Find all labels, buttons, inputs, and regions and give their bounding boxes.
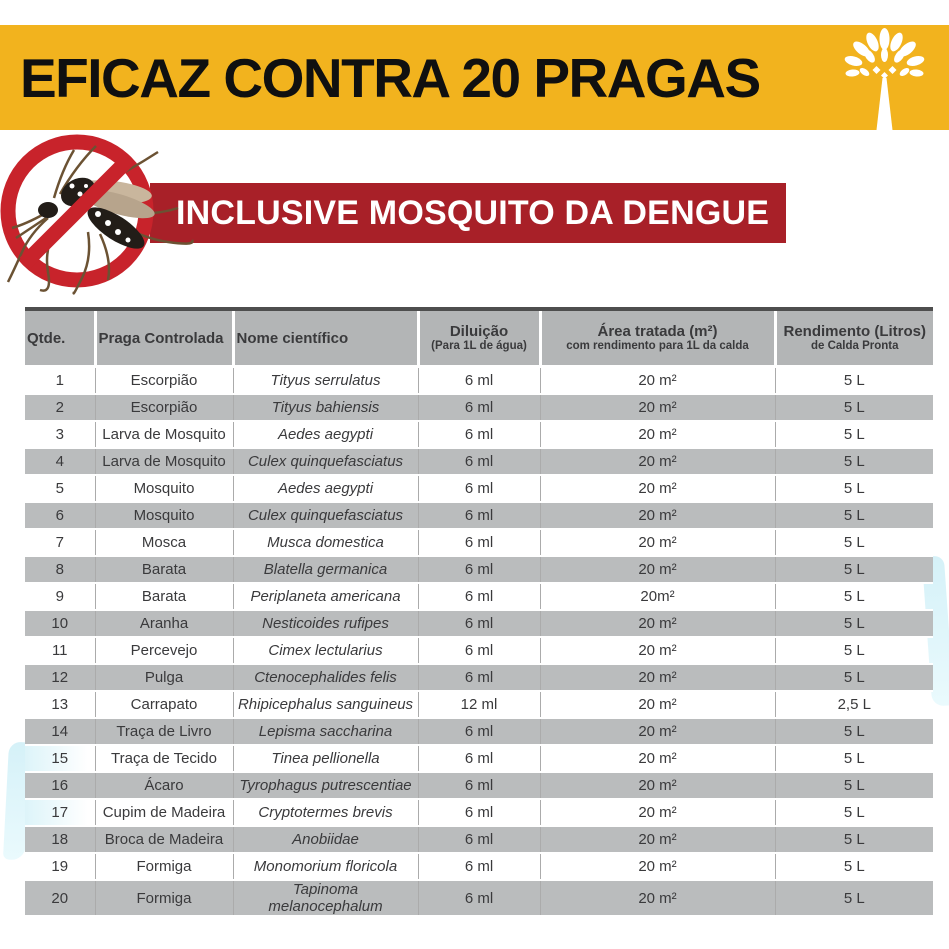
cell-nome: Anobiidae [233, 826, 418, 853]
column-header-nome [233, 309, 418, 367]
cell-qtde: 10 [25, 610, 95, 637]
table-row [25, 799, 933, 826]
cell-rendimento: 5 L [775, 853, 933, 880]
column-header-rendimento [775, 309, 933, 367]
cell-nome: Musca domestica [233, 529, 418, 556]
cell-area: 20 m² [540, 367, 775, 395]
cell-diluicao: 6 ml [418, 799, 540, 826]
cell-praga: Escorpião [95, 394, 233, 421]
cell-area: 20 m² [540, 502, 775, 529]
cell-qtde: 13 [25, 691, 95, 718]
cell-qtde: 12 [25, 664, 95, 691]
table-row [25, 691, 933, 718]
table-row [25, 502, 933, 529]
cell-praga: Mosquito [95, 475, 233, 502]
cell-qtde: 19 [25, 853, 95, 880]
table-row [25, 421, 933, 448]
cell-nome: Aedes aegypti [233, 421, 418, 448]
cell-qtde: 3 [25, 421, 95, 448]
cell-nome: Rhipicephalus sanguineus [233, 691, 418, 718]
cell-qtde: 2 [25, 394, 95, 421]
cell-diluicao: 6 ml [418, 394, 540, 421]
cell-nome: Cryptotermes brevis [233, 799, 418, 826]
top-banner [0, 25, 949, 130]
cell-qtde: 6 [25, 502, 95, 529]
cell-praga: Ácaro [95, 772, 233, 799]
table-row [25, 718, 933, 745]
tree-logo-icon [836, 28, 933, 130]
column-label: Diluição [449, 323, 509, 340]
cell-praga: Larva de Mosquito [95, 448, 233, 475]
cell-diluicao: 6 ml [418, 880, 540, 916]
cell-praga: Barata [95, 556, 233, 583]
cell-rendimento: 5 L [775, 421, 933, 448]
cell-qtde: 18 [25, 826, 95, 853]
column-sublabel: de Calda Pronta [810, 340, 899, 352]
cell-praga: Cupim de Madeira [95, 799, 233, 826]
column-header-qtde [25, 309, 95, 367]
cell-diluicao: 6 ml [418, 475, 540, 502]
cell-qtde: 14 [25, 718, 95, 745]
cell-area: 20 m² [540, 718, 775, 745]
table-header-row [25, 309, 933, 367]
table-row [25, 394, 933, 421]
cell-praga: Traça de Livro [95, 718, 233, 745]
cell-qtde: 15 [25, 745, 95, 772]
cell-qtde: 7 [25, 529, 95, 556]
cell-nome: Culex quinquefasciatus [233, 502, 418, 529]
cell-diluicao: 6 ml [418, 556, 540, 583]
table-row [25, 853, 933, 880]
table-row [25, 610, 933, 637]
column-label: Nome científico [236, 329, 349, 347]
table-row [25, 583, 933, 610]
table-row [25, 556, 933, 583]
table-row [25, 880, 933, 916]
cell-praga: Barata [95, 583, 233, 610]
cell-rendimento: 5 L [775, 529, 933, 556]
cell-area: 20 m² [540, 475, 775, 502]
cell-rendimento: 5 L [775, 718, 933, 745]
cell-praga: Carrapato [95, 691, 233, 718]
table-row [25, 664, 933, 691]
cell-diluicao: 6 ml [418, 421, 540, 448]
cell-area: 20 m² [540, 772, 775, 799]
column-header-area [540, 309, 775, 367]
cell-diluicao: 6 ml [418, 502, 540, 529]
cell-rendimento: 5 L [775, 394, 933, 421]
cell-rendimento: 5 L [775, 610, 933, 637]
cell-diluicao: 12 ml [418, 691, 540, 718]
cell-area: 20 m² [540, 691, 775, 718]
table-row [25, 529, 933, 556]
cell-area: 20 m² [540, 421, 775, 448]
cell-area: 20 m² [540, 448, 775, 475]
page-title: EFICAZ CONTRA 20 PRAGAS [20, 46, 760, 109]
table-row [25, 637, 933, 664]
column-label: Área tratada (m²) [597, 323, 718, 340]
cell-qtde: 16 [25, 772, 95, 799]
cell-diluicao: 6 ml [418, 826, 540, 853]
cell-qtde: 9 [25, 583, 95, 610]
table-row [25, 448, 933, 475]
cell-rendimento: 5 L [775, 799, 933, 826]
column-label: Praga Controlada [98, 329, 224, 347]
cell-rendimento: 5 L [775, 637, 933, 664]
cell-diluicao: 6 ml [418, 772, 540, 799]
cell-nome: Ctenocephalides felis [233, 664, 418, 691]
cell-nome: Periplaneta americana [233, 583, 418, 610]
column-label: Qtde. [27, 329, 66, 347]
column-sublabel: com rendimento para 1L da calda [566, 340, 749, 352]
cell-nome: Tinea pellionella [233, 745, 418, 772]
cell-area: 20m² [540, 583, 775, 610]
dengue-banner [150, 183, 786, 243]
cell-nome: Lepisma saccharina [233, 718, 418, 745]
cell-nome: Monomorium floricola [233, 853, 418, 880]
cell-qtde: 20 [25, 880, 95, 916]
cell-diluicao: 6 ml [418, 718, 540, 745]
cell-qtde: 8 [25, 556, 95, 583]
dengue-banner-text: INCLUSIVE MOSQUITO DA DENGUE [176, 193, 770, 232]
cell-nome: Blatella germanica [233, 556, 418, 583]
cell-rendimento: 5 L [775, 745, 933, 772]
cell-rendimento: 5 L [775, 367, 933, 395]
cell-diluicao: 6 ml [418, 448, 540, 475]
cell-rendimento: 5 L [775, 556, 933, 583]
cell-nome: Nesticoides rufipes [233, 610, 418, 637]
cell-area: 20 m² [540, 529, 775, 556]
cell-area: 20 m² [540, 394, 775, 421]
cell-area: 20 m² [540, 745, 775, 772]
cell-rendimento: 5 L [775, 826, 933, 853]
cell-rendimento: 5 L [775, 583, 933, 610]
cell-rendimento: 5 L [775, 772, 933, 799]
cell-area: 20 m² [540, 610, 775, 637]
cell-area: 20 m² [540, 637, 775, 664]
cell-area: 20 m² [540, 556, 775, 583]
cell-rendimento: 2,5 L [775, 691, 933, 718]
cell-praga: Broca de Madeira [95, 826, 233, 853]
cell-diluicao: 6 ml [418, 745, 540, 772]
cell-area: 20 m² [540, 826, 775, 853]
cell-nome: Tityus serrulatus [233, 367, 418, 395]
cell-praga: Formiga [95, 880, 233, 916]
column-header-diluicao [418, 309, 540, 367]
cell-praga: Mosquito [95, 502, 233, 529]
cell-diluicao: 6 ml [418, 583, 540, 610]
cell-diluicao: 6 ml [418, 610, 540, 637]
cell-praga: Escorpião [95, 367, 233, 395]
cell-nome: Tityus bahiensis [233, 394, 418, 421]
cell-nome: Tapinoma melanocephalum [233, 880, 418, 916]
cell-praga: Mosca [95, 529, 233, 556]
cell-area: 20 m² [540, 853, 775, 880]
column-sublabel: (Para 1L de água) [431, 340, 527, 352]
cell-praga: Percevejo [95, 637, 233, 664]
cell-praga: Formiga [95, 853, 233, 880]
cell-diluicao: 6 ml [418, 637, 540, 664]
cell-qtde: 11 [25, 637, 95, 664]
cell-rendimento: 5 L [775, 502, 933, 529]
table-row [25, 745, 933, 772]
table-row [25, 826, 933, 853]
cell-area: 20 m² [540, 880, 775, 916]
cell-qtde: 1 [25, 367, 95, 395]
cell-qtde: 4 [25, 448, 95, 475]
no-mosquito-icon [0, 130, 200, 302]
cell-nome: Tyrophagus putrescentiae [233, 772, 418, 799]
cell-area: 20 m² [540, 799, 775, 826]
cell-diluicao: 6 ml [418, 529, 540, 556]
cell-diluicao: 6 ml [418, 853, 540, 880]
cell-area: 20 m² [540, 664, 775, 691]
cell-qtde: 17 [25, 799, 95, 826]
table-row [25, 475, 933, 502]
cell-diluicao: 6 ml [418, 664, 540, 691]
table-row [25, 367, 933, 395]
cell-diluicao: 6 ml [418, 367, 540, 395]
cell-rendimento: 5 L [775, 664, 933, 691]
cell-nome: Culex quinquefasciatus [233, 448, 418, 475]
column-header-praga [95, 309, 233, 367]
cell-rendimento: 5 L [775, 475, 933, 502]
cell-praga: Larva de Mosquito [95, 421, 233, 448]
cell-nome: Cimex lectularius [233, 637, 418, 664]
cell-nome: Aedes aegypti [233, 475, 418, 502]
cell-rendimento: 5 L [775, 880, 933, 916]
pest-table [25, 307, 933, 917]
cell-praga: Aranha [95, 610, 233, 637]
cell-rendimento: 5 L [775, 448, 933, 475]
cell-praga: Pulga [95, 664, 233, 691]
column-label: Rendimento (Litros) [783, 323, 926, 340]
table-row [25, 772, 933, 799]
cell-qtde: 5 [25, 475, 95, 502]
cell-praga: Traça de Tecido [95, 745, 233, 772]
